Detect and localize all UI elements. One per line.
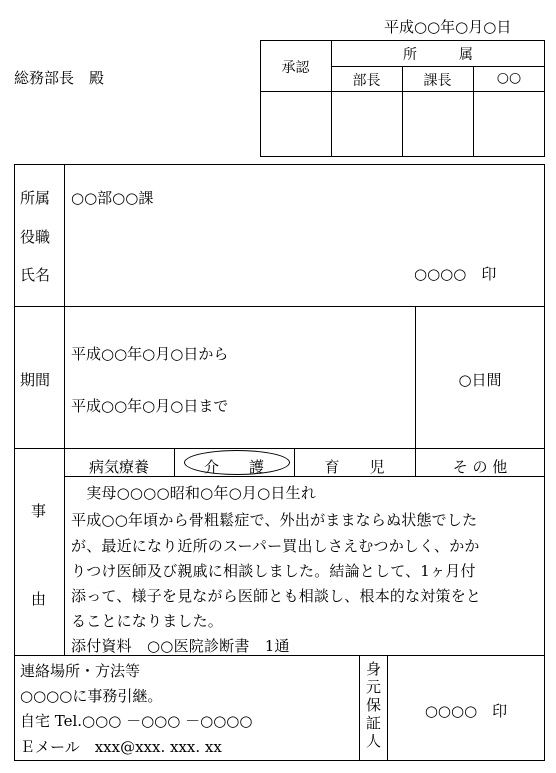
period-days: ○日間 [458, 371, 502, 389]
reason-line: ることになりました。 [71, 612, 224, 630]
application-date: 平成○○年○月○日 [384, 18, 512, 36]
role-manager: 部長 [352, 73, 381, 89]
period-from: 平成○○年○月○日から [71, 345, 229, 363]
label-reason-top: 事 [31, 502, 47, 520]
reason-line: 平成○○年頃から骨粗鬆症で、外出がままならぬ状態でした [71, 511, 478, 529]
reason-line: 実母○○○○昭和○年○月○日生れ [71, 484, 317, 502]
attachment-line: 添付資料 ○○医院診断書 1通 [71, 637, 290, 655]
label-reason-bottom: 由 [31, 590, 47, 608]
guarantor-label: 身元保証人 [366, 660, 382, 750]
dept-label: 所 属 [403, 47, 473, 63]
reason-line: 添って、様子を見ながら医師とも相談し、根本的な対策をと [71, 587, 482, 605]
category-childcare: 育 児 [324, 458, 385, 476]
approve-label: 承認 [281, 60, 310, 76]
reason-line: が、最近になり近所のスーパー買出しさえむつかしく、かか [71, 537, 480, 555]
category-other: そ の 他 [452, 458, 508, 476]
label-period: 期間 [20, 371, 51, 389]
contact-handover: ○○○○に事務引継。 [20, 687, 163, 705]
reason-line: りつけ医師及び親戚に相談しました。結論として、1ヶ月付 [71, 562, 476, 580]
role-other: ○○ [496, 70, 522, 86]
label-affiliation: 所属 [20, 189, 51, 207]
affiliation-value: ○○部○○課 [71, 189, 154, 207]
guarantor-seal: ○○○○ 印 [424, 702, 508, 720]
category-nursing-care: 介 護 [203, 458, 264, 476]
contact-heading: 連絡場所・方法等 [20, 662, 141, 680]
addressee: 総務部長 殿 [14, 69, 105, 87]
contact-phone: 自宅 Tel.○○○ －○○○ －○○○○ [20, 712, 253, 730]
category-illness: 病気療養 [88, 458, 149, 476]
label-position: 役職 [20, 228, 51, 246]
role-section-chief: 課長 [423, 73, 452, 89]
applicant-name-seal: ○○○○ 印 [414, 265, 497, 283]
contact-email: Ｅメール xxx@xxx. xxx. xx [20, 738, 222, 756]
period-to: 平成○○年○月○日まで [71, 397, 229, 415]
label-name: 氏名 [20, 266, 51, 284]
